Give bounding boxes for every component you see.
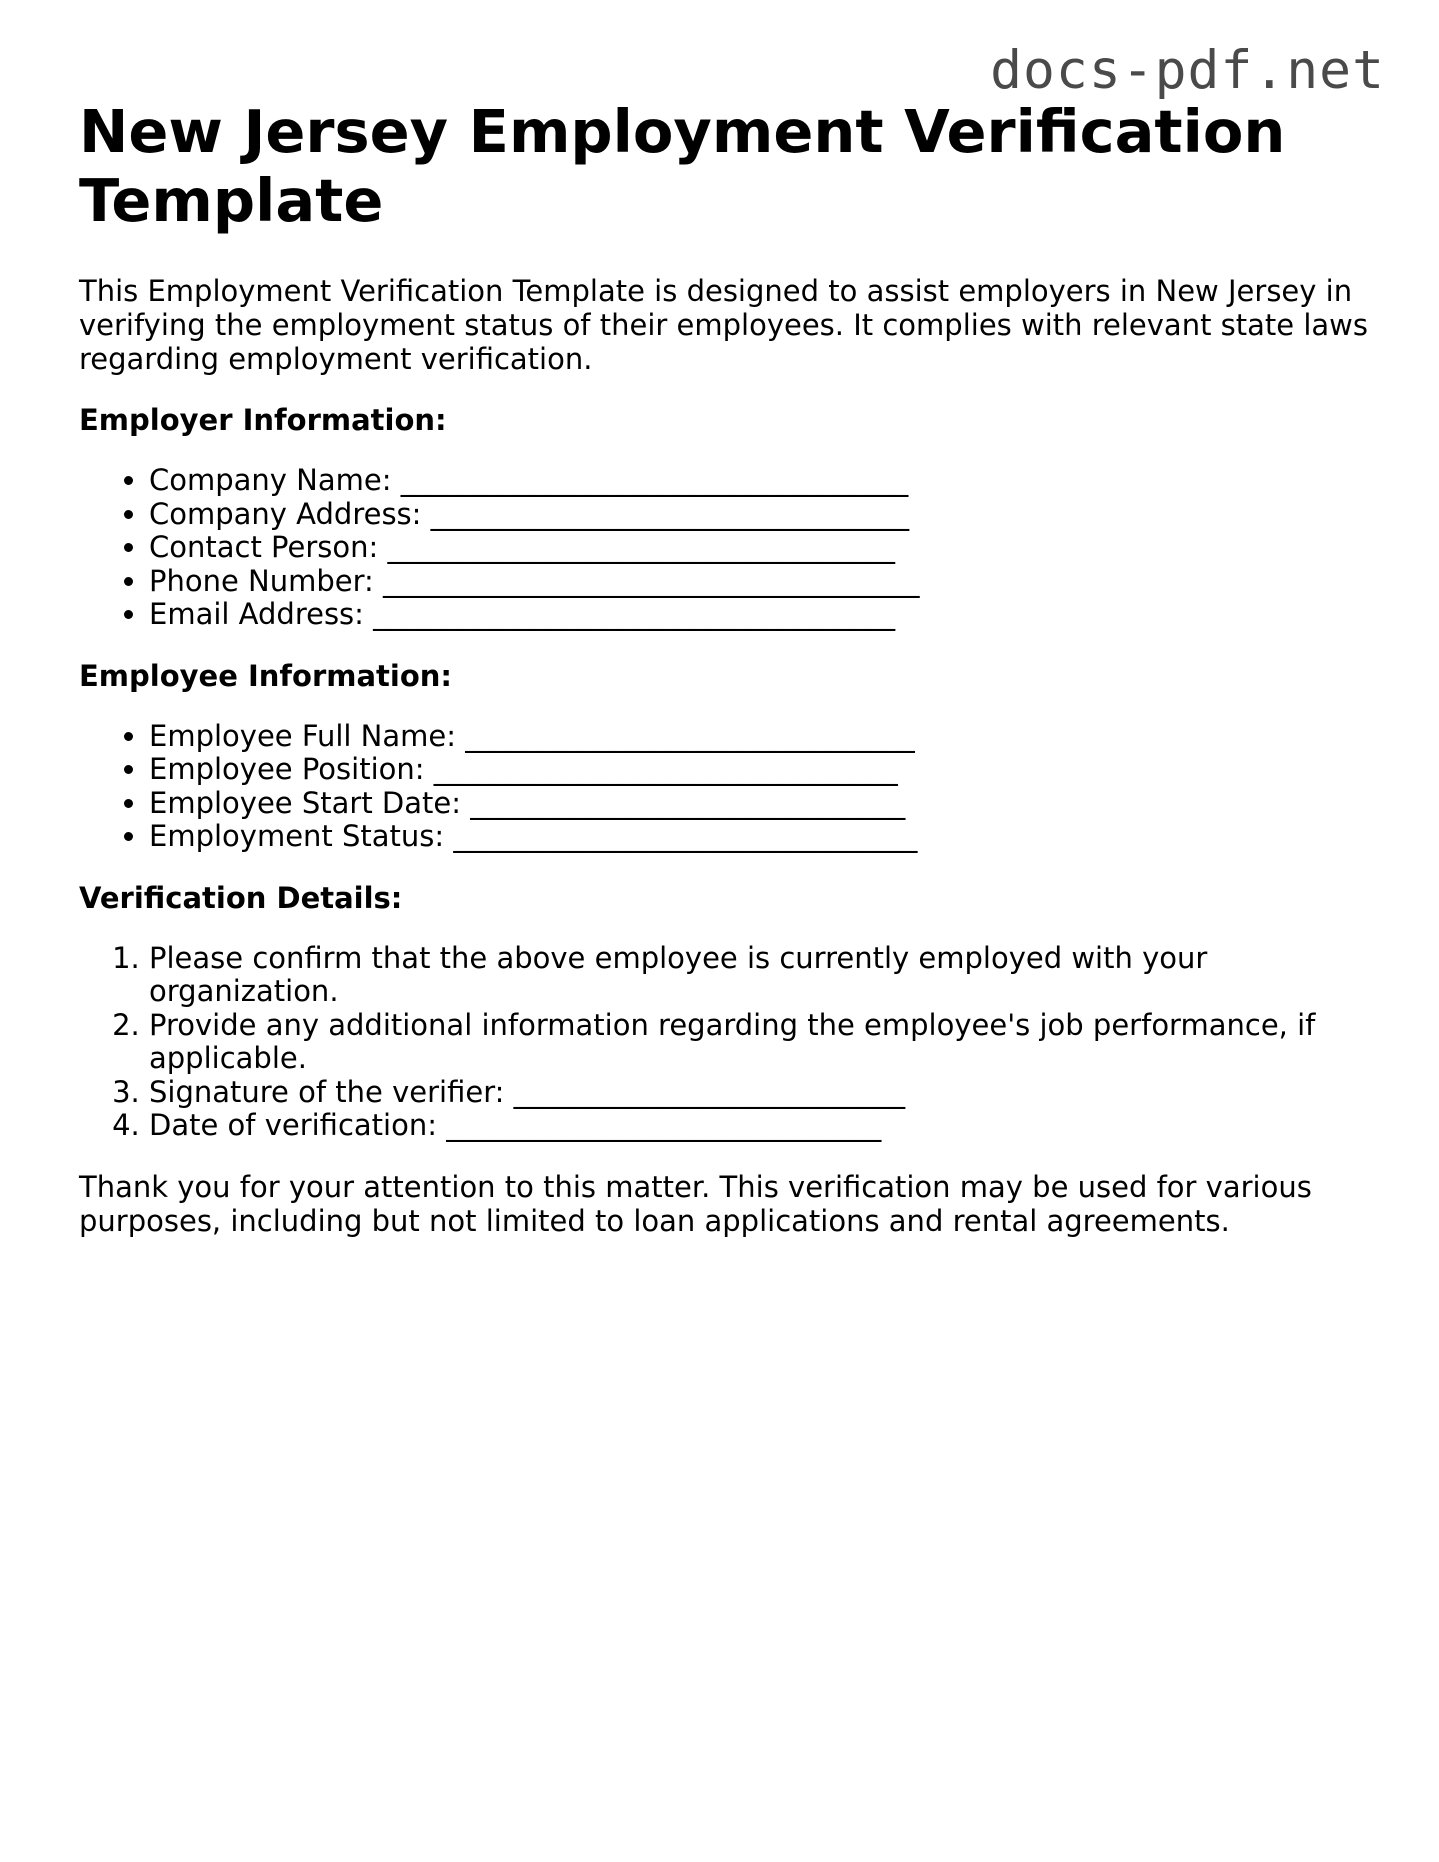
document-page: [79, 97, 1369, 1238]
company-address-field: • Company Address: _________________________________: [149, 498, 1369, 532]
page-title: New Jersey Employment Verification Template: [79, 97, 1286, 235]
watermark: docs-pdf.net: [990, 40, 1385, 101]
verification-item-signature: 3. Signature of the verifier: ___________________________: [149, 1076, 1369, 1110]
employee-full-name-field: • Employee Full Name: _______________________________: [149, 720, 1369, 754]
employee-info-list: [79, 720, 1369, 854]
email-address-field: • Email Address: ____________________________________: [149, 598, 1369, 632]
verification-item-date: 4. Date of verification: ______________________________: [149, 1109, 1369, 1143]
verification-section-heading: Verification Details:: [79, 880, 403, 915]
company-name-field: • Company Name: ___________________________________: [149, 464, 1369, 498]
employee-start-date-field: • Employee Start Date: ______________________________: [149, 787, 1369, 821]
employment-status-field: • Employment Status: ________________________________: [149, 820, 1369, 854]
closing-paragraph: Thank you for your attention to this matter. This verification may be used for various purposes, including but not limited to loan applications and rental agreements.: [79, 1169, 1312, 1238]
intro-paragraph: This Employment Verification Template is designed to assist employers in New Jersey in verifying the employment status of their employees. It complies with relevant state laws regarding employment verification.: [79, 274, 1368, 376]
verification-details-list: [79, 942, 1369, 1143]
employee-position-field: • Employee Position: ________________________________: [149, 753, 1369, 787]
employer-section-heading: Employer Information:: [79, 403, 447, 437]
contact-person-field: • Contact Person: ___________________________________: [149, 531, 1369, 565]
employer-info-list: [79, 464, 1369, 632]
employee-section-heading: Employee Information:: [79, 658, 453, 693]
verification-item-additional-info: 2. Provide any additional information regarding the employee's job performance, if applicable.: [149, 1009, 1369, 1076]
phone-number-field: • Phone Number: _____________________________________: [149, 565, 1369, 599]
verification-item-confirm: 1. Please confirm that the above employee is currently employed with your organization.: [149, 942, 1369, 1009]
